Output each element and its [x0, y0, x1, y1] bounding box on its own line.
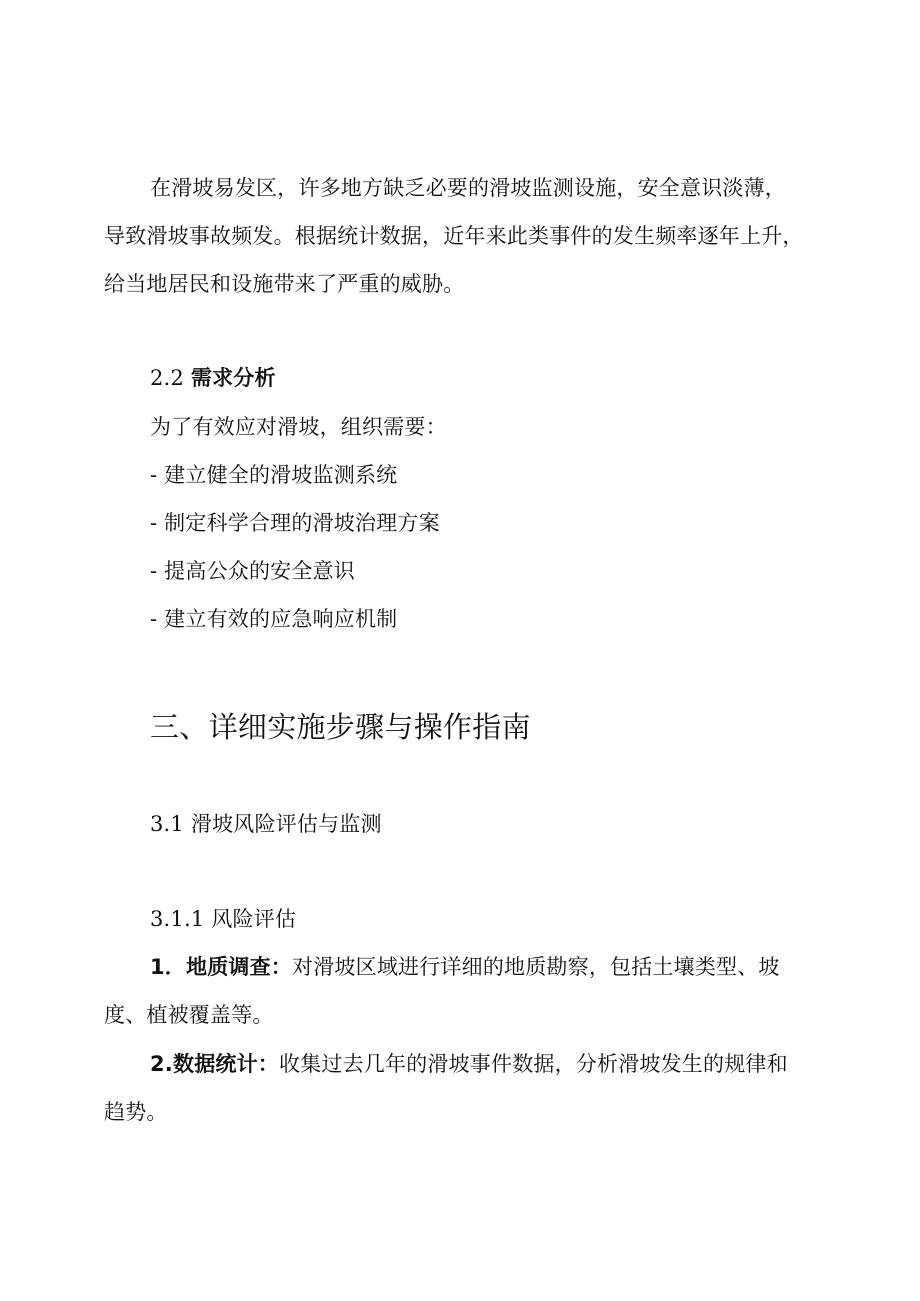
assessment-item-2-line-2: 趋势。 [104, 1100, 168, 1124]
item-label: 1．地质调查： [150, 955, 293, 979]
list-item: - 建立健全的滑坡监测系统 [150, 463, 398, 487]
section-number: 3.1 [150, 812, 184, 836]
section-2-2-heading [150, 364, 276, 392]
assessment-item-1-line-2: 度、植被覆盖等。 [104, 1003, 274, 1027]
section-3-title: 三、详细实施步骤与操作指南 [150, 710, 531, 744]
list-item: - 建立有效的应急响应机制 [150, 607, 398, 631]
section-title: 滑坡风险评估与监测 [190, 812, 382, 836]
section-2-2-lead: 为了有效应对滑坡，组织需要： [150, 415, 447, 439]
list-item: - 制定科学合理的滑坡治理方案 [150, 511, 440, 535]
item-text: 收集过去几年的滑坡事件数据，分析滑坡发生的规律和 [279, 1052, 788, 1076]
assessment-item-2-line-1 [150, 1050, 788, 1078]
section-number: 2.2 [150, 366, 184, 390]
item-label: 2.数据统计： [150, 1052, 279, 1076]
intro-line-3: 给当地居民和设施带来了严重的威胁。 [104, 272, 465, 296]
intro-line-1: 在滑坡易发区，许多地方缺乏必要的滑坡监测设施，安全意识淡薄， [150, 176, 786, 200]
intro-line-2: 导致滑坡事故频发。根据统计数据，近年来此类事件的发生频率逐年上升， [104, 224, 804, 248]
item-text: 对滑坡区域进行详细的地质勘察，包括土壤类型、坡 [292, 955, 780, 979]
section-title: 需求分析 [190, 366, 276, 390]
section-title: 风险评估 [211, 907, 297, 931]
section-3-1-heading [150, 810, 382, 838]
section-3-1-1-heading [150, 905, 296, 933]
section-number: 3.1.1 [150, 907, 205, 931]
list-item: - 提高公众的安全意识 [150, 559, 355, 583]
assessment-item-1-line-1 [150, 953, 780, 981]
